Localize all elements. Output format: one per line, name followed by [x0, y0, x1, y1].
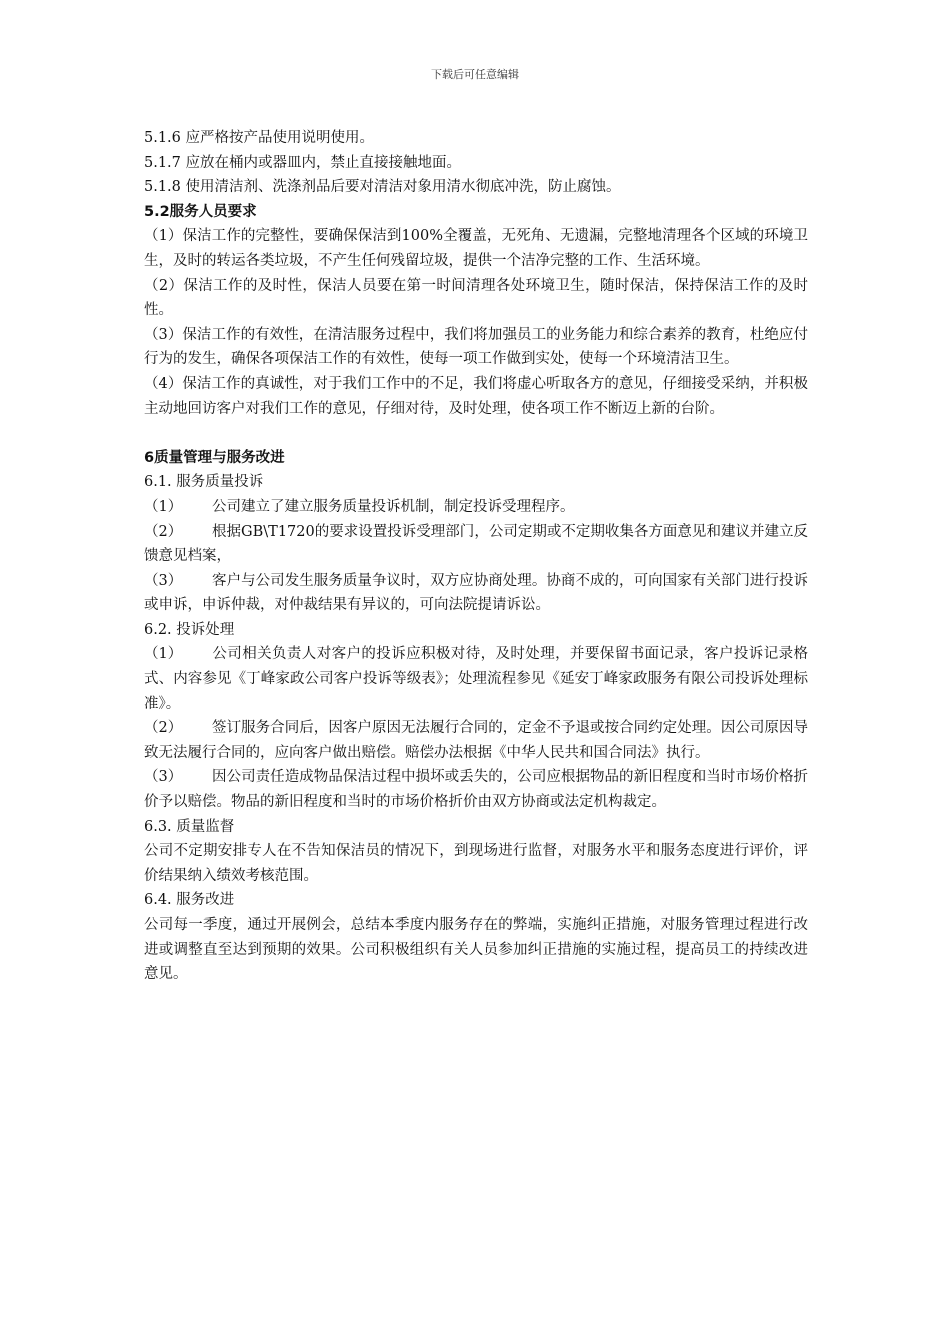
section-6-heading: 6质量管理与服务改进 [144, 449, 285, 466]
paragraph-5-2-2: （2）保洁工作的及时性，保洁人员要在第一时间清理各处环境卫生，随时保洁，保持保洁工作的及时性。 [144, 277, 808, 319]
item-text: 公司建立了建立服务质量投诉机制，制定投诉受理程序。 [212, 498, 575, 515]
item-6-2-1 [144, 642, 808, 716]
document-body [144, 126, 808, 987]
paragraph-5-2-1: （1）保洁工作的完整性，要确保保洁到100%全覆盖，无死角、无遗漏，完整地清理各个区域的环境卫生，及时的转运各类垃圾，不产生任何残留垃圾，提供一个洁净完整的工作、生活环境。 [144, 228, 808, 269]
subsection-6-1-heading: 6.1. 服务质量投诉 [144, 474, 264, 491]
clause-5-1-6: 5.1.6 应严格按产品使用说明使用。 [144, 130, 375, 146]
paragraph-6-3: 公司不定期安排专人在不告知保洁员的情况下，到现场进行监督，对服务水平和服务态度进行评价，评价结果纳入绩效考核范围。 [144, 843, 808, 884]
item-text: 客户与公司发生服务质量争议时，双方应协商处理。协商不成的，可向国家有关部门进行投诉或申诉，申诉仲裁，对仲裁结果有异议的，可向法院提请诉讼。 [144, 572, 808, 614]
subsection-6-2-heading: 6.2. 投诉处理 [144, 621, 235, 638]
item-number: （2） [144, 720, 183, 737]
item-number: （1） [144, 646, 183, 663]
paragraph-5-2-3: （3）保洁工作的有效性，在清洁服务过程中，我们将加强员工的业务能力和综合素养的教育，杜绝应付行为的发生，确保各项保洁工作的有效性，使每一项工作做到实处，使每一个环境清洁卫生。 [144, 326, 808, 368]
item-6-1-2 [144, 520, 808, 569]
paragraph-6-4: 公司每一季度，通过开展例会，总结本季度内服务存在的弊端，实施纠正措施，对服务管理过程进行改进或调整直至达到预期的效果。公司积极组织有关人员参加纠正措施的实施过程，提高员工的持续改进意见。 [144, 917, 808, 983]
blank-line [144, 421, 808, 446]
clause-5-1-8: 5.1.8 使用清洁剂、洗涤剂品后要对清洁对象用清水彻底冲洗，防止腐蚀。 [144, 179, 621, 196]
item-text: 根据GB\T1720的要求设置投诉受理部门，公司定期或不定期收集各方面意见和建议并建立反馈意见档案， [144, 523, 808, 565]
paragraph-5-2-4: （4）保洁工作的真诚性，对于我们工作中的不足，我们将虚心听取各方的意见，仔细接受采纳，并积极主动地回访客户对我们工作的意见，仔细对待，及时处理，使各项工作不断迈上新的台阶。 [144, 375, 808, 417]
item-text: 签订服务合同后，因客户原因无法履行合同的，定金不予退或按合同约定处理。因公司原因导致无法履行合同的，应向客户做出赔偿。赔偿办法根据《中华人民共和国合同法》执行。 [144, 720, 808, 761]
item-number: （3） [144, 572, 183, 589]
item-number: （1） [144, 498, 183, 515]
item-text: 因公司责任造成物品保洁过程中损坏或丢失的，公司应根据物品的新旧程度和当时市场价格折价予以赔偿。物品的新旧程度和当时的市场价格折价由双方协商或法定机构裁定。 [144, 769, 808, 811]
item-text: 公司相关负责人对客户的投诉应积极对待，及时处理，并要保留书面记录，客户投诉记录格式、内容参见《丁峰家政公司客户投诉等级表》；处理流程参见《延安丁峰家政服务有限公司投诉处理标准》。 [144, 646, 808, 712]
item-6-2-3 [144, 765, 808, 814]
item-number: （2） [144, 523, 183, 540]
item-6-1-1 [144, 495, 808, 520]
clause-5-1-7: 5.1.7 应放在桶内或器皿内，禁止直接接触地面。 [144, 154, 462, 171]
item-6-2-2 [144, 716, 808, 765]
subsection-6-4-heading: 6.4. 服务改进 [144, 892, 235, 909]
subsection-6-3-heading: 6.3. 质量监督 [144, 818, 235, 835]
section-5-2-heading: 5.2服务人员要求 [144, 203, 257, 220]
item-6-1-3 [144, 569, 808, 618]
item-number: （3） [144, 769, 183, 786]
page-header: 下载后可任意编辑 [431, 68, 519, 81]
